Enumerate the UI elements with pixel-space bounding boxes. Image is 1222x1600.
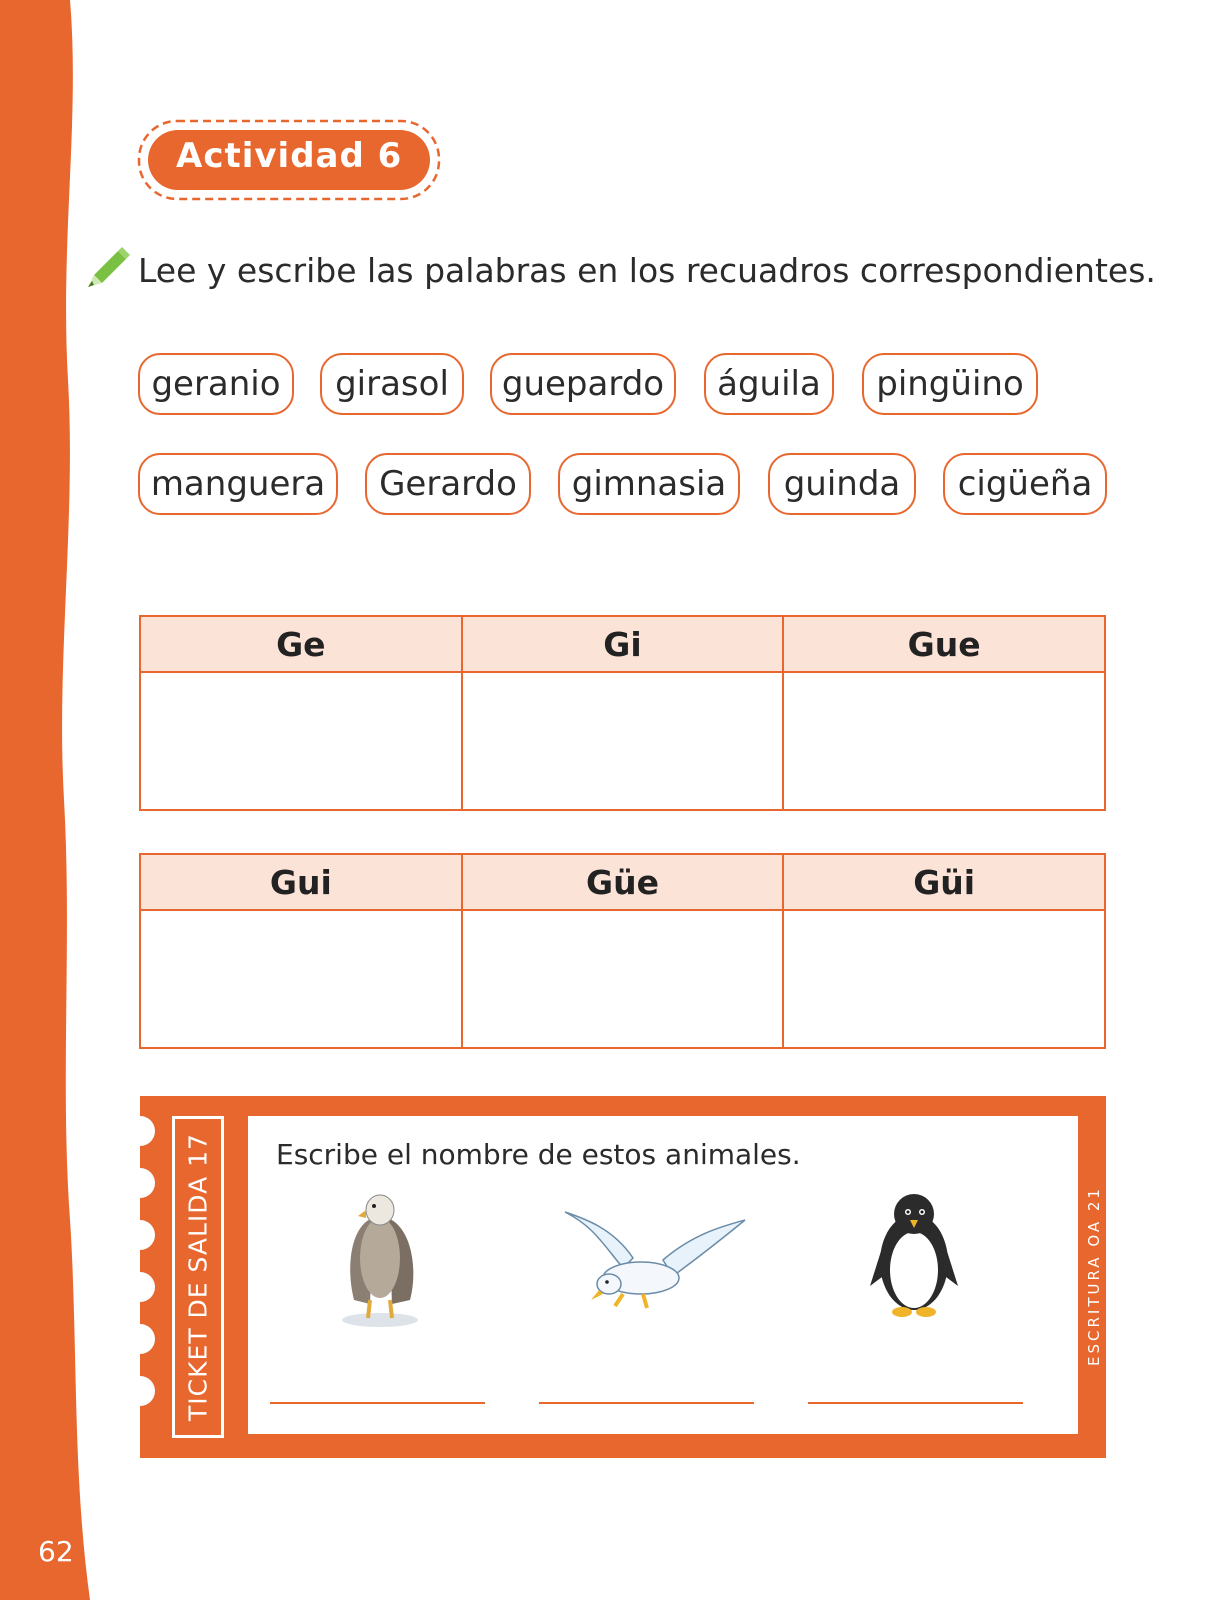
ticket-hole: [125, 1376, 155, 1406]
answer-line-eagle[interactable]: [270, 1402, 485, 1404]
word-chip: Gerardo: [365, 453, 531, 515]
answer-line-penguin[interactable]: [808, 1402, 1023, 1404]
header-gi: Gi: [462, 616, 784, 672]
instruction-text: Lee y escribe las palabras en los recuadros correspondientes.: [138, 251, 1156, 290]
table-header-row: [140, 616, 1105, 672]
header-ge: Ge: [140, 616, 462, 672]
answer-cell-gui-dieresis[interactable]: [783, 910, 1105, 1048]
answer-cell-gui[interactable]: [140, 910, 462, 1048]
ticket-hole: [125, 1324, 155, 1354]
exit-ticket: [140, 1096, 1106, 1458]
header-gue: Gue: [783, 616, 1105, 672]
answer-cell-gue-dieresis[interactable]: [462, 910, 784, 1048]
answer-line-seagull[interactable]: [539, 1402, 754, 1404]
word-chip: geranio: [138, 353, 294, 415]
word-chip: gimnasia: [558, 453, 740, 515]
ticket-hole: [125, 1220, 155, 1250]
ticket-hole: [125, 1116, 155, 1146]
syllable-table-1: [139, 615, 1106, 811]
answer-cell-ge[interactable]: [140, 672, 462, 810]
table-answer-row: [140, 910, 1105, 1048]
answer-cell-gi[interactable]: [462, 672, 784, 810]
word-chip: guepardo: [490, 353, 676, 415]
side-band: [0, 0, 95, 1600]
answer-cell-gue[interactable]: [783, 672, 1105, 810]
syllable-table-2: [139, 853, 1106, 1049]
ticket-prompt: Escribe el nombre de estos animales.: [276, 1138, 801, 1171]
activity-badge: [136, 118, 448, 204]
word-chip: guinda: [768, 453, 916, 515]
ticket-hole: [125, 1272, 155, 1302]
word-chip: cigüeña: [943, 453, 1107, 515]
oa-label: ESCRITURA OA 21: [1085, 1186, 1103, 1366]
penguin-icon: [866, 1190, 962, 1320]
word-chip: pingüino: [862, 353, 1038, 415]
header-gue-dieresis: Güe: [462, 854, 784, 910]
ticket-label-box: [172, 1116, 224, 1438]
ticket-panel: [248, 1116, 1078, 1434]
eagle-icon: [320, 1188, 440, 1328]
table-header-row: [140, 854, 1105, 910]
pencil-icon: [88, 245, 130, 287]
table-answer-row: [140, 672, 1105, 810]
activity-title: Actividad 6: [176, 136, 403, 176]
page-number: 62: [38, 1535, 74, 1568]
word-chip: águila: [704, 353, 834, 415]
ticket-hole: [125, 1168, 155, 1198]
header-gui-dieresis: Güi: [783, 854, 1105, 910]
word-chip: manguera: [138, 453, 338, 515]
word-chip: girasol: [320, 353, 464, 415]
ticket-label: TICKET DE SALIDA 17: [183, 1133, 213, 1421]
seagull-icon: [563, 1198, 748, 1318]
header-gui: Gui: [140, 854, 462, 910]
